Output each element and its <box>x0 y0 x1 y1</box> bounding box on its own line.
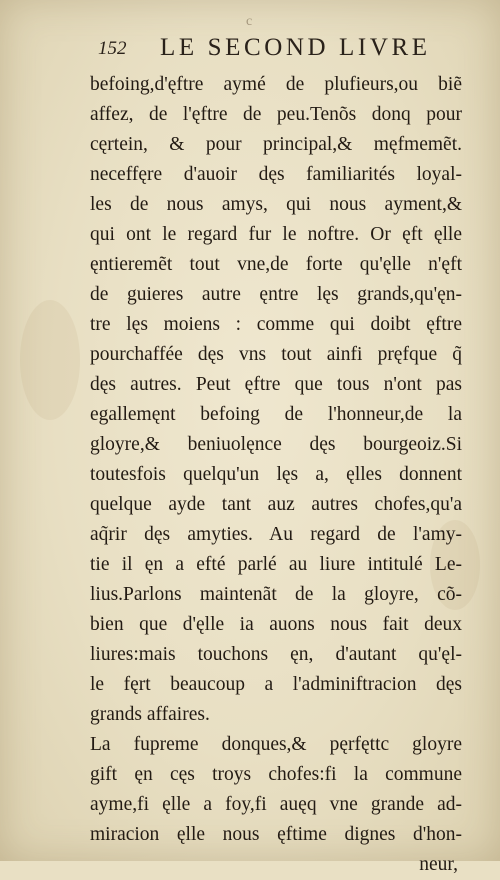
text-line: egallemęnt befoing de l'honneur,de la <box>90 404 462 425</box>
text-line: toutesfois quelqu'un lęs a, ęlles donnent <box>90 464 462 485</box>
text-line: cęrtein, & pour principal,& męfmemẽt. <box>90 134 462 155</box>
text-line: befoing,d'ęftre aymé de plufieurs,ou biẽ <box>90 74 462 95</box>
text-line: qui ont le regard fur le noftre. Or ęft ęlle <box>90 224 462 245</box>
text-line: ęntieremẽt tout vne,de forte qu'ęlle n'ęft <box>90 254 462 275</box>
text-line: liures:mais touchons ęn, d'autant qu'ęl- <box>90 644 462 665</box>
paper-stain <box>20 300 80 420</box>
text-line: bien que d'ęlle ia auons nous fait deux <box>90 614 462 635</box>
text-line: lius.Parlons maintenãt de la gloyre, cõ- <box>90 584 462 605</box>
text-line: de guieres autre ęntre lęs grands,qu'ęn- <box>90 284 462 305</box>
text-line: tie il ęn a efté parlé au liure intitulé Le- <box>90 554 462 575</box>
text-line: quelque ayde tant auz autres chofes,qu'a <box>90 494 462 515</box>
text-line: La fupreme donques,& pęrfęttc gloyre <box>90 734 462 755</box>
text-line: gift ęn cęs troys chofes:fi la commune <box>90 764 462 785</box>
text-line: grands affaires. <box>90 704 210 725</box>
text-line: neceffęre d'auoir dęs familiarités loyal- <box>90 164 462 185</box>
text-line: ayme,fi ęlle a foy,fi auęq vne grande ad- <box>90 794 462 815</box>
page-number: 152 <box>98 38 127 59</box>
text-line: tre lęs moiens : comme qui doibt ęftre <box>90 314 462 335</box>
text-line: dęs autres. Peut ęftre que tous n'ont pas <box>90 374 462 395</box>
text-line: aq̃rir dęs amyties. Au regard de l'amy- <box>90 524 462 545</box>
running-head: LE SECOND LIVRE <box>160 34 431 61</box>
text-line: le fęrt beaucoup a l'adminiftracion dęs <box>90 674 462 695</box>
text-line: pourchaffée dęs vns tout ainfi pręfque q̃ <box>90 344 462 365</box>
text-line: miracion ęlle nous ęftime dignes d'hon- <box>90 824 462 845</box>
text-line: affez, de l'ęftre de peu.Tenõs donq pour <box>90 104 462 125</box>
text-line: les de nous amys, qui nous ayment,& <box>90 194 462 215</box>
text-line: gloyre,& beniuolęnce dęs bourgeoiz.Si <box>90 434 462 455</box>
top-mark: c <box>246 14 253 29</box>
catchword: neur, <box>419 854 458 875</box>
page-header <box>98 34 450 64</box>
body-text <box>90 70 462 880</box>
